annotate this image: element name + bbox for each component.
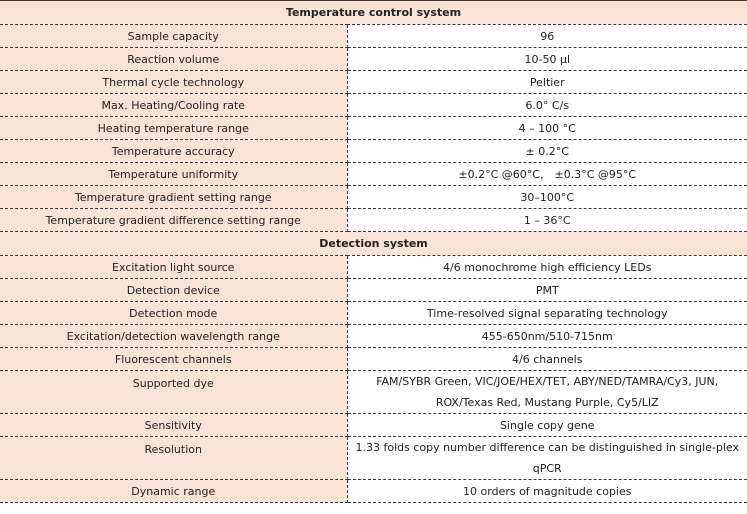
spec-label: Detection mode xyxy=(0,302,347,325)
spec-row-resolution xyxy=(0,437,747,480)
spec-row-heating-temperature-range xyxy=(0,117,747,140)
spec-label: Temperature accuracy xyxy=(0,140,347,163)
spec-row-fluorescent-channels xyxy=(0,348,747,371)
spec-value: 4/6 monochrome high efficiency LEDs xyxy=(347,256,747,279)
spec-row-gradient-difference-setting-range xyxy=(0,209,747,232)
spec-value: 10 orders of magnitude copies xyxy=(347,480,747,503)
spec-row-wavelength-range xyxy=(0,325,747,348)
spec-row-detection-mode xyxy=(0,302,747,325)
spec-label: Temperature gradient difference setting range xyxy=(0,209,347,232)
spec-value: 1.33 folds copy number difference can be distinguished in single-plex qPCR xyxy=(347,437,747,480)
spec-label: Sensitivity xyxy=(0,414,347,437)
spec-label: Heating temperature range xyxy=(0,117,347,140)
spec-value: FAM/SYBR Green, VIC/JOE/HEX/TET, ABY/NED/TAMRA/Cy3, JUN, ROX/Texas Red, Mustang Purple, Cy5/LIZ xyxy=(347,371,747,414)
spec-label: Detection device xyxy=(0,279,347,302)
spec-value: ±0.2°C @60°C， ±0.3°C @95°C xyxy=(347,163,747,186)
spec-label: Excitation light source xyxy=(0,256,347,279)
spec-label: Thermal cycle technology xyxy=(0,71,347,94)
spec-label: Resolution xyxy=(0,437,347,480)
spec-label: Max. Heating/Cooling rate xyxy=(0,94,347,117)
spec-row-temperature-accuracy xyxy=(0,140,747,163)
spec-row-detection-device xyxy=(0,279,747,302)
spec-value: Single copy gene xyxy=(347,414,747,437)
spec-value: PMT xyxy=(347,279,747,302)
spec-label: Dynamic range xyxy=(0,480,347,503)
spec-value: 4/6 channels xyxy=(347,348,747,371)
spec-label: Excitation/detection wavelength range xyxy=(0,325,347,348)
spec-value: 6.0° C/s xyxy=(347,94,747,117)
spec-label: Temperature uniformity xyxy=(0,163,347,186)
spec-label: Reaction volume xyxy=(0,48,347,71)
spec-value: 1 – 36°C xyxy=(347,209,747,232)
spec-label: Fluorescent channels xyxy=(0,348,347,371)
spec-row-sample-capacity xyxy=(0,25,747,48)
spec-row-sensitivity xyxy=(0,414,747,437)
spec-value: Time-resolved signal separating technology xyxy=(347,302,747,325)
spec-label: Temperature gradient setting range xyxy=(0,186,347,209)
spec-row-dynamic-range xyxy=(0,480,747,503)
section-header-detection-system xyxy=(0,232,747,256)
spec-value: Peltier xyxy=(347,71,747,94)
spec-label: Supported dye xyxy=(0,371,347,414)
spec-value: ± 0.2°C xyxy=(347,140,747,163)
spec-row-temperature-uniformity xyxy=(0,163,747,186)
spec-value: 96 xyxy=(347,25,747,48)
spec-row-gradient-setting-range xyxy=(0,186,747,209)
spec-value: 30–100°C xyxy=(347,186,747,209)
spec-label: Sample capacity xyxy=(0,25,347,48)
spec-row-reaction-volume xyxy=(0,48,747,71)
spec-row-supported-dye xyxy=(0,371,747,414)
spec-value: 4 – 100 °C xyxy=(347,117,747,140)
section-header-temperature-control xyxy=(0,1,747,25)
spec-row-thermal-cycle-technology xyxy=(0,71,747,94)
spec-table-body xyxy=(0,1,747,503)
spec-row-excitation-light-source xyxy=(0,256,747,279)
section-title: Temperature control system xyxy=(0,1,747,25)
section-title: Detection system xyxy=(0,232,747,256)
spec-value: 455-650nm/510-715nm xyxy=(347,325,747,348)
spec-row-max-heating-cooling-rate xyxy=(0,94,747,117)
spec-value: 10-50 µl xyxy=(347,48,747,71)
